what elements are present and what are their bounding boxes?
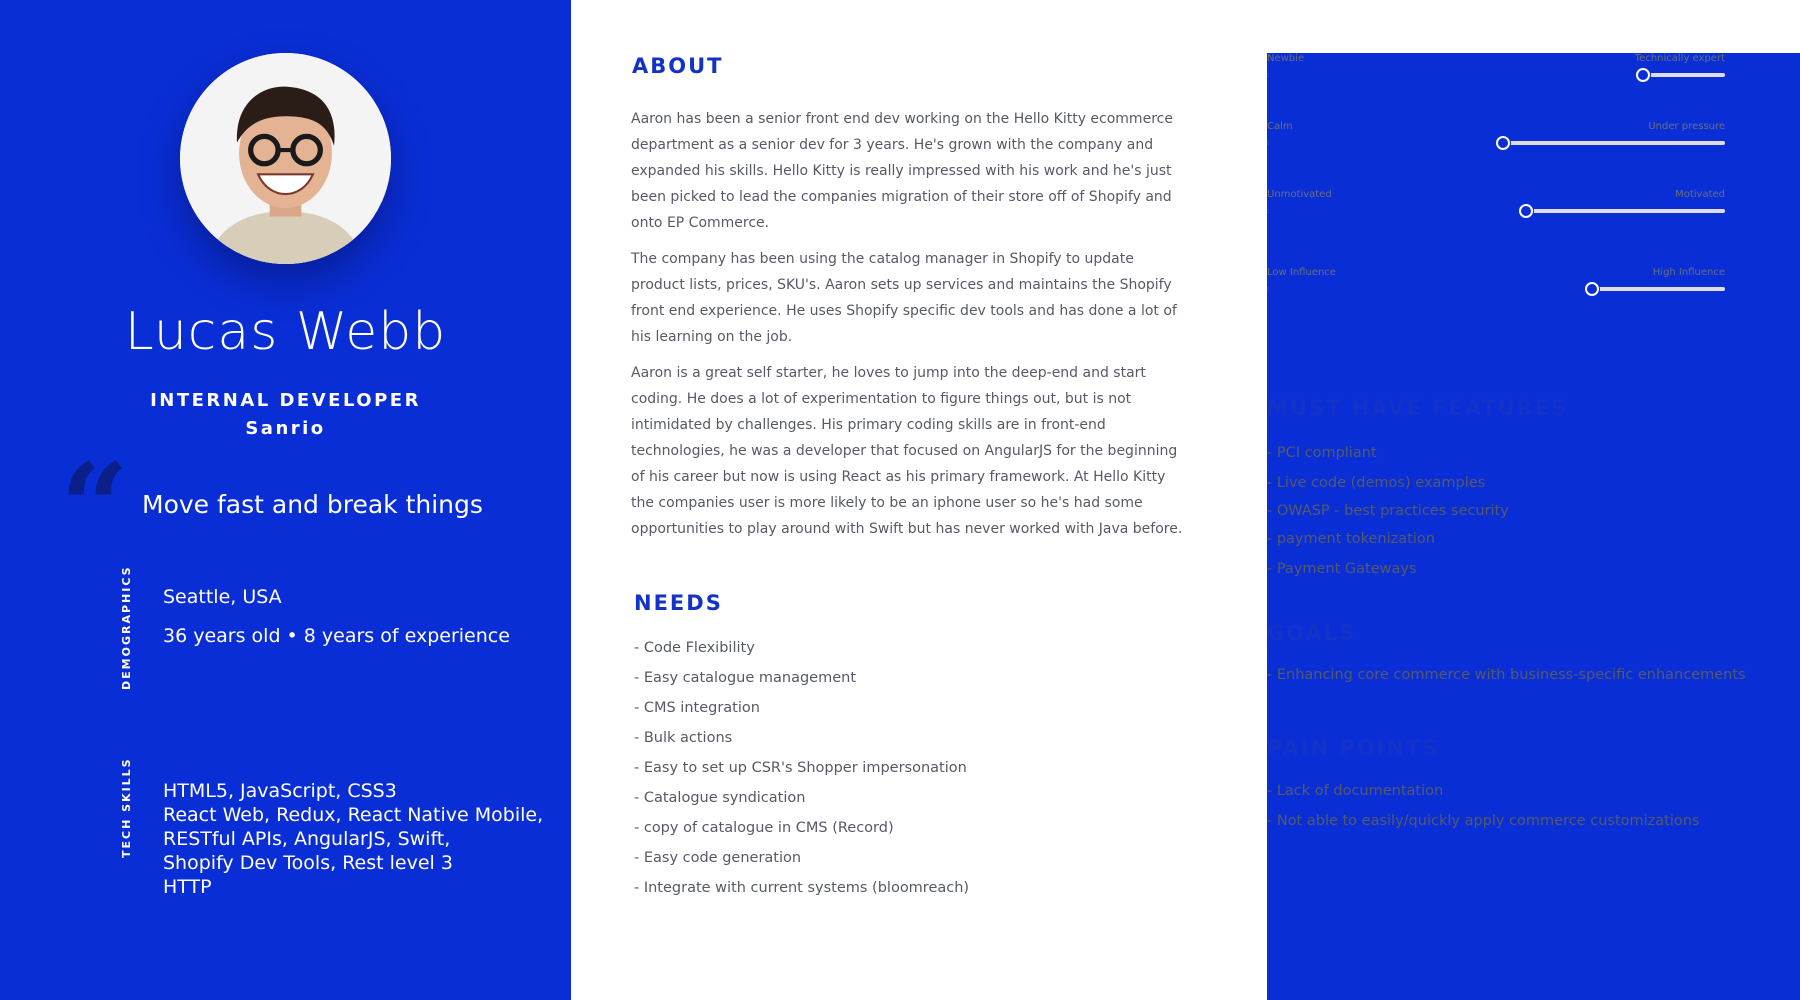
avatar-portrait-icon [180, 53, 391, 264]
slider-fill [1267, 287, 1592, 291]
list-item: - Easy code generation [634, 850, 802, 866]
slider-thumb [1496, 136, 1510, 150]
about-paragraph: Aaron has been a senior front end dev working on the Hello Kitty ecommerce department as a senior dev for 3 years. He's grown with the company and expanded his skills. Hello Kitty is really impressed with his work and he's just been picked to lead the companies migration of their store off of Shopify and onto EP Commerce. [631, 111, 1173, 231]
needs-heading: NEEDS [634, 591, 723, 615]
tech-skills-line: HTML5, JavaScript, CSS3 [163, 780, 397, 802]
persona-name: Lucas Webb [124, 302, 447, 362]
slider-min-label: Newbie [1267, 53, 1800, 1000]
persona-role: INTERNAL DEVELOPER [150, 390, 421, 411]
list-item: - Lack of documentation [1267, 783, 1444, 799]
slider-fill [1267, 73, 1643, 77]
slider-max-label: Motivated [1675, 189, 1725, 200]
list-item: - Payment Gateways [1267, 561, 1417, 577]
tech-skills [163, 779, 543, 899]
slider-thumb [1636, 68, 1650, 82]
slider-min-label: Low Influence [1267, 267, 1800, 1000]
list-item: - Integrate with current systems (bloomreach) [634, 880, 970, 896]
list-item: - Easy catalogue management [634, 670, 857, 686]
slider-max-label: Under pressure [1648, 121, 1725, 132]
list-item: - PCI compliant [1267, 445, 1377, 461]
persona-company: Sanrio [245, 418, 326, 439]
list-item: - OWASP - best practices security [1267, 503, 1509, 519]
about-paragraph: The company has been using the catalog manager in Shopify to update product lists, prices, SKU's. Aaron sets up services and maintains the Shopify front end experience. He uses Shopify specific dev tools and has done a lot of his learning on the job. [631, 251, 1177, 345]
list-item: - payment tokenization [1267, 531, 1435, 547]
persona-quote: Move fast and break things [142, 490, 483, 519]
tech-skills-line: RESTful APIs, AngularJS, Swift, [163, 828, 451, 850]
slider-thumb [1519, 204, 1533, 218]
list-item: - Not able to easily/quickly apply commerce customizations [1267, 813, 1700, 829]
list-item: - Live code (demos) examples [1267, 475, 1486, 491]
slider-fill [1267, 141, 1503, 145]
quote-icon: “ [60, 437, 130, 578]
slider-fill [1267, 209, 1526, 213]
slider-expertise [1267, 53, 1725, 93]
list-item: - Code Flexibility [634, 640, 755, 656]
tech-skills-line: HTTP [163, 876, 212, 898]
features-heading: MUST HAVE FEATURES [1267, 396, 1569, 420]
about-heading: ABOUT [632, 54, 724, 78]
list-item: - Enhancing core commerce with business-specific enhancements [1267, 667, 1746, 683]
slider-max-label: High Influence [1652, 267, 1725, 278]
tech-skills-line: Shopify Dev Tools, Rest level 3 [163, 852, 453, 874]
avatar [180, 53, 391, 264]
age-experience: 36 years old • 8 years of experience [163, 625, 510, 647]
slider-motivation [1267, 189, 1725, 229]
slider-influence [1267, 267, 1725, 307]
list-item: - Easy to set up CSR's Shopper impersonation [634, 760, 967, 776]
about-paragraph: Aaron is a great self starter, he loves to jump into the deep-end and start coding. He does a lot of experimentation to figure things out, but is not intimidated by challenges. His primary coding skills are in front-end technologies, he was a developer that focused on AngularJS for the beginning of his career but now is using React as his primary framework. At Hello Kitty the companies user is more likely to be an iphone user so he's had some opportunities to play around with Swift but has never worked with Java before. [631, 365, 1183, 537]
pain-points-list [1267, 776, 1700, 836]
list-item: - CMS integration [634, 700, 760, 716]
needs-list [634, 633, 969, 903]
tech-skills-line: React Web, Redux, React Native Mobile, [163, 804, 544, 826]
list-item: - Catalogue syndication [634, 790, 806, 806]
goals-heading: GOALS [1267, 621, 1357, 645]
slider-max-label: Technically expert [1634, 53, 1725, 64]
features-list [1267, 438, 1509, 584]
profile-panel [0, 0, 571, 1000]
list-item: - Bulk actions [634, 730, 733, 746]
slider-pressure [1267, 121, 1725, 161]
goals-list [1267, 660, 1746, 690]
pain-points-heading: PAIN POINTS [1267, 736, 1440, 760]
tech-skills-label: TECH SKILLS [120, 757, 133, 858]
slider-min-label: Calm [1267, 121, 1800, 1000]
list-item: - copy of catalogue in CMS (Record) [634, 820, 894, 836]
location: Seattle, USA [163, 586, 282, 608]
slider-min-label: Unmotivated [1267, 189, 1800, 1000]
demographics-label: DEMOGRAPHICS [120, 565, 133, 690]
